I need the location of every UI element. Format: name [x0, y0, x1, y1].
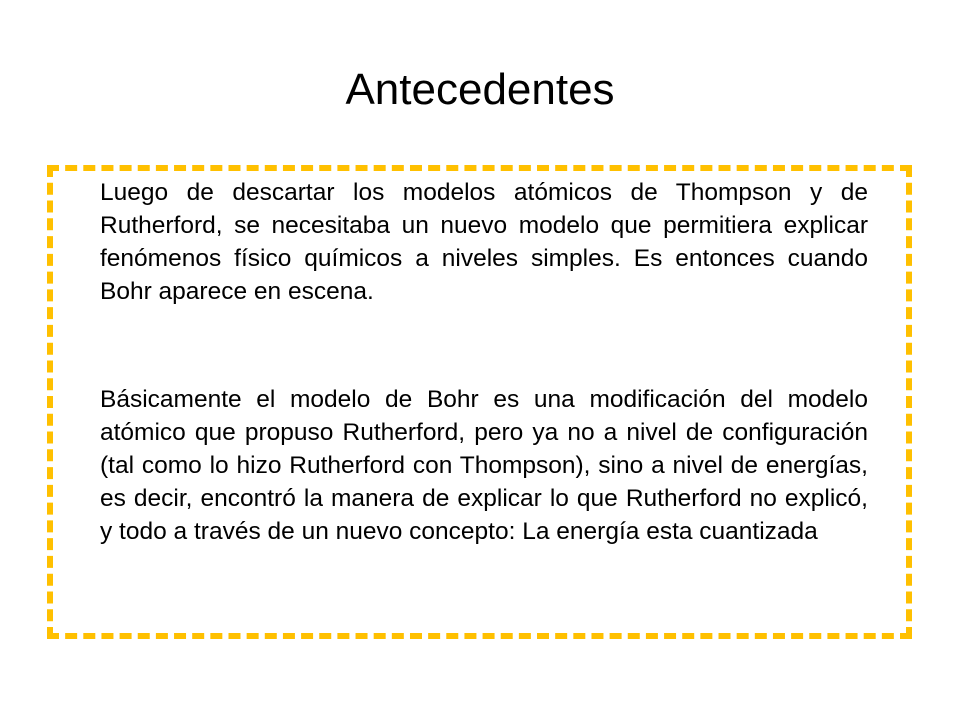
- paragraph-antecedents: Luego de descartar los modelos atómicos de Thompson y de Rutherford, se necesitaba un nuevo modelo que permitiera explicar fenómenos físico químicos a niveles simples. Es entonces cuando Bohr aparece en escena.: [100, 179, 868, 305]
- paragraph-bohr-model: Básicamente el modelo de Bohr es una modificación del modelo atómico que propuso Rutherford, pero ya no a nivel de configuración (tal como lo hizo Rutherford con Thompson), sino a nivel de energías, es decir, encontró la manera de explicar lo que Rutherford no explicó, y todo a través de un nuevo concepto: La energía esta cuantizada: [100, 386, 868, 545]
- content-box: [47, 165, 912, 639]
- slide-title: Antecedentes: [345, 65, 615, 114]
